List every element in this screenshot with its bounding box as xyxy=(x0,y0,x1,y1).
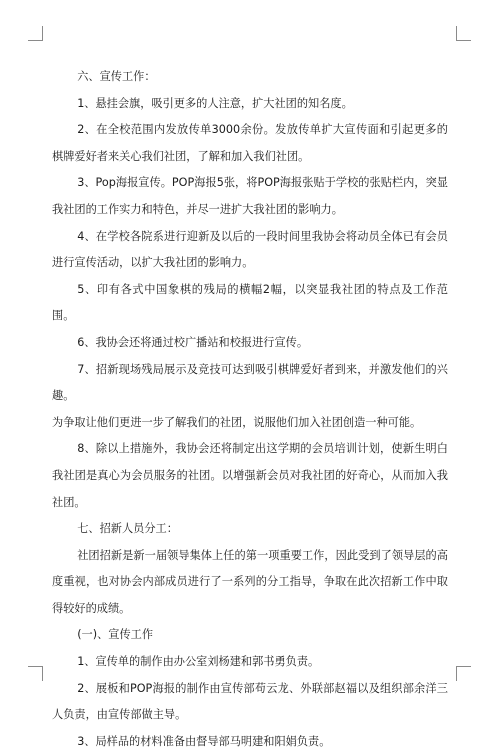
paragraph-item-7: 7、招新现场残局展示及竞技可达到吸引棋牌爱好者到来，并激发他们的兴趣。 xyxy=(52,362,448,403)
paragraph-item-2: 2、在全校范围内发放传单3000余份。发放传单扩大宣传面和引起更多的棋牌爱好者来关心我们社团，了解和加入我们社团。 xyxy=(52,123,448,163)
paragraph-item-3: 3、Pop海报宣传。POP海报5张，将POP海报张贴于学校的张贴栏内，突显我社团的工作实力和特色，并尽一进扩大我社团的影响力。 xyxy=(52,176,448,216)
crop-mark-bottom-left xyxy=(28,666,43,681)
paragraph-item-8: 8、除以上措施外，我协会还将制定出这学期的会员培训计划，使新生明白我社团是真心为会员服务的社团。以增强新会员对我社团的好奇心，从而加入我社团。 xyxy=(52,442,448,509)
paragraph-task-3: 3、局样品的材料准备由督导部马明建和阳娟负责。 xyxy=(77,734,331,748)
document-body xyxy=(52,64,448,755)
paragraph-item-6: 6、我协会还将通过校广播站和校报进行宣传。 xyxy=(77,335,309,349)
crop-mark-top-right xyxy=(456,26,471,41)
paragraph-item-4: 4、在学校各院系进行迎新及以后的一段时间里我协会将动员全体已有会员进行宣传活动，以扩大我社团的影响力。 xyxy=(52,229,448,270)
paragraph-staffing-intro: 社团招新是新一届领导集体上任的第一项重要工作，因此受到了领导层的高度重视，也对协会内部成员进行了一系列的分工指导，争取在此次招新工作中取得较好的成绩。 xyxy=(52,548,448,615)
crop-mark-bottom-right xyxy=(456,666,471,681)
paragraph-item-5: 5、印有各式中国象棋的残局的横幅2幅，以突显我社团的特点及工作范围。 xyxy=(52,282,448,323)
paragraph-item-7-continued: 为争取让他们更进一步了解我们的社团，说服他们加入社团创造一种可能。 xyxy=(52,415,422,429)
paragraph-task-1: 1、宣传单的制作由办公室刘杨建和郭书勇负责。 xyxy=(77,655,320,669)
subsection-heading-publicity-work: (一)、宣传工作 xyxy=(77,628,154,642)
paragraph-task-2: 2、展板和POP海报的制作由宣传部苟云龙、外联部赵福以及组织部余洋三人负责，由宣传部做主导。 xyxy=(52,681,448,722)
paragraph-item-1: 1、悬挂会旗，吸引更多的人注意，扩大社团的知名度。 xyxy=(77,96,353,110)
section-heading-publicity: 六、宣传工作： xyxy=(77,70,156,83)
crop-mark-top-left xyxy=(28,26,43,41)
section-heading-staffing: 七、招新人员分工： xyxy=(77,522,178,536)
